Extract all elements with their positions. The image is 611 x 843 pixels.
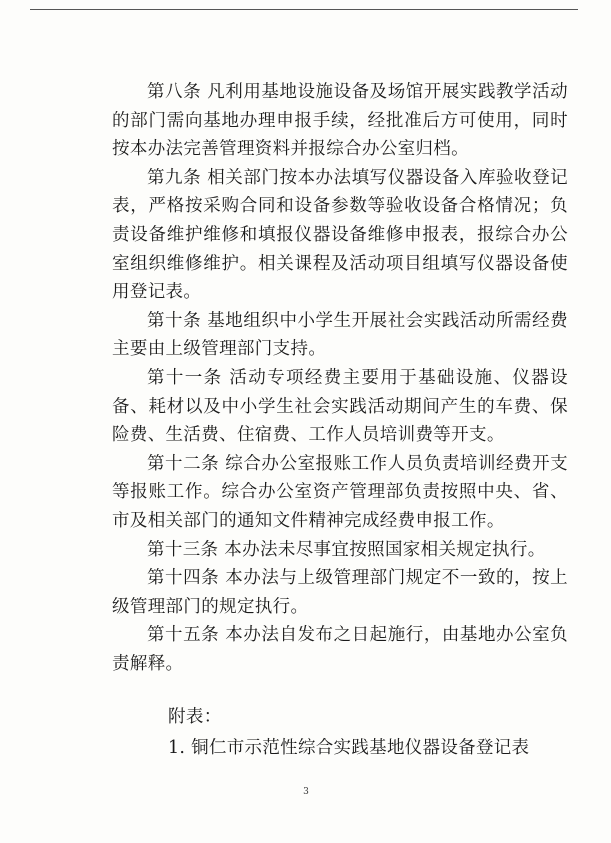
article-9: 第九条 相关部门按本办法填写仪器设备入库验收登记表，严格按采购合同和设备参数等验收设备合格情况；负责设备维护维修和填报仪器设备维修申报表，报综合办公室组织维修维护。相关课程及活动项目组填写仪器设备使用登记表。: [112, 167, 568, 303]
document-body: [112, 78, 568, 678]
article-10: 第十条 基地组织中小学生开展社会实践活动所需经费主要由上级管理部门支持。: [112, 310, 568, 360]
attachment-label: 附表：: [168, 707, 222, 727]
article-12: 第十二条 综合办公室报账工作人员负责培训经费开支等报账工作。综合办公室资产管理部负责按照中央、省、市及相关部门的通知文件精神完成经费申报工作。: [112, 453, 568, 531]
article-13: 第十三条 本办法未尽事宜按照国家相关规定执行。: [147, 539, 546, 560]
page-number: 3: [303, 787, 309, 797]
article-8: 第八条 凡利用基地设施设备及场馆开展实践教学活动的部门需向基地办理申报手续，经批准后方可使用，同时按本办法完善管理资料并报综合办公室归档。: [112, 82, 568, 160]
attachment-item: 1. 铜仁市示范性综合实践基地仪器设备登记表: [168, 738, 530, 758]
top-rule: [30, 9, 578, 10]
article-14: 第十四条 本办法与上级管理部门规定不一致的，按上级管理部门的规定执行。: [112, 568, 568, 617]
article-15: 第十五条 本办法自发布之日起施行，由基地办公室负责解释。: [112, 625, 568, 674]
article-11: 第十一条 活动专项经费主要用于基础设施、仪器设备、耗材以及中小学生社会实践活动期间产生的车费、保险费、生活费、住宿费、工作人员培训费等开支。: [112, 367, 568, 446]
